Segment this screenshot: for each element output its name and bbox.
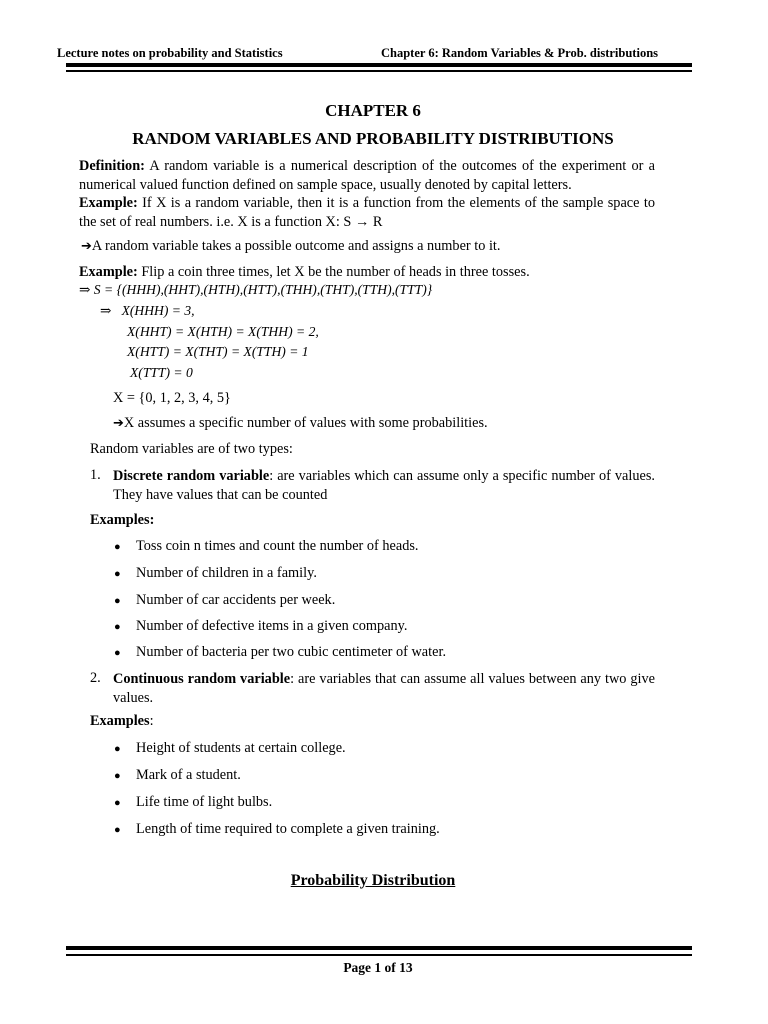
eq-hhh-line [100,303,195,319]
coin-example-text: Flip a coin three times, let X be the number of heads in three tosses. [141,264,530,280]
x-note-text: X assumes a specific number of values with some probabilities. [123,415,488,431]
eq-two-heads: X(HHT) = X(HTH) = X(THH) = 2, [127,324,319,339]
chapter-title: RANDOM VARIABLES AND PROBABILITY DISTRIBUTIONS [132,129,614,148]
header-rule-thin [66,70,692,72]
example-text: If X is a random variable, then it is a function from the elements of the sample space to the set of real numbers. i.e. X is a function X: S → R [79,195,656,230]
bullet-icon: ● [114,824,121,836]
continuous-number: 2. [90,670,101,686]
definition-paragraph [79,157,655,231]
footer-rule-thick [66,946,692,950]
note-text: A random variable takes a possible outcome and assigns a number to it. [91,238,501,254]
section-heading: Probability Distribution [290,872,456,889]
discrete-definition [113,467,655,504]
x-values: X = {0, 1, 2, 3, 4, 5} [113,390,231,406]
discrete-examples-label: Examples: [90,512,155,528]
note-random-variable [81,238,500,255]
chapter-number: CHAPTER 6 [325,101,421,120]
discrete-number: 1. [90,467,101,483]
types-intro: Random variables are of two types: [90,441,293,457]
continuous-text: : are variables that can assume all values between any two give values. [113,671,656,706]
header-rule-thick [66,63,692,67]
bullet-icon: ● [114,797,121,809]
footer-rule-thin [66,954,692,956]
continuous-example-3: Life time of light bulbs. [136,794,273,810]
continuous-examples-label: Examples: [90,713,154,729]
bullet-icon: ● [114,621,121,633]
continuous-example-4: Length of time required to complete a given training. [136,821,440,837]
sample-space-line [79,282,432,298]
implies-icon: ⇒ [79,282,91,297]
bullet-icon: ● [114,743,121,755]
sample-space: S = {(HHH),(HHT),(HTH),(HTT),(THH),(THT),(TTH),(TTT)} [93,282,433,297]
bullet-icon: ● [114,770,121,782]
discrete-example-4: Number of defective items in a given company. [136,618,408,634]
bullet-icon: ● [114,647,121,659]
discrete-text: : are variables which can assume only a specific number of values. They have values that can be counted [113,468,655,503]
x-note [113,415,488,432]
bullet-icon: ● [114,568,121,580]
definition-text: A random variable is a numerical description of the outcomes of the experiment or a numerical valued function defined on sample space, usually denoted by capital letters. [79,158,655,193]
continuous-definition [113,670,655,707]
definition-label: Definition: [79,158,145,174]
coin-example-label: Example: [79,264,138,280]
coin-example [79,264,530,281]
bullet-icon: ● [114,541,121,553]
eq-hhh: X(HHH) = 3, [121,303,195,318]
continuous-example-1: Height of students at certain college. [136,740,346,756]
right-arrow-icon: ➔ [113,416,124,431]
discrete-term: Discrete random variable [113,468,270,484]
eq-no-heads: X(TTT) = 0 [130,365,193,380]
eq-one-head: X(HTT) = X(THT) = X(TTH) = 1 [127,344,309,359]
right-arrow-icon: ➔ [81,239,92,254]
continuous-example-2: Mark of a student. [136,767,241,783]
header-left: Lecture notes on probability and Statistics [57,46,283,60]
implies-icon: ⇒ [100,303,112,318]
discrete-example-1: Toss coin n times and count the number of heads. [136,538,419,554]
discrete-example-2: Number of children in a family. [136,565,317,581]
continuous-term: Continuous random variable [113,671,291,687]
bullet-icon: ● [114,595,121,607]
page-number: Page 1 of 13 [343,960,413,975]
discrete-example-5: Number of bacteria per two cubic centimeter of water. [136,644,447,660]
example-label: Example: [79,195,138,211]
header-right: Chapter 6: Random Variables & Prob. distributions [381,46,659,60]
discrete-example-3: Number of car accidents per week. [136,592,336,608]
